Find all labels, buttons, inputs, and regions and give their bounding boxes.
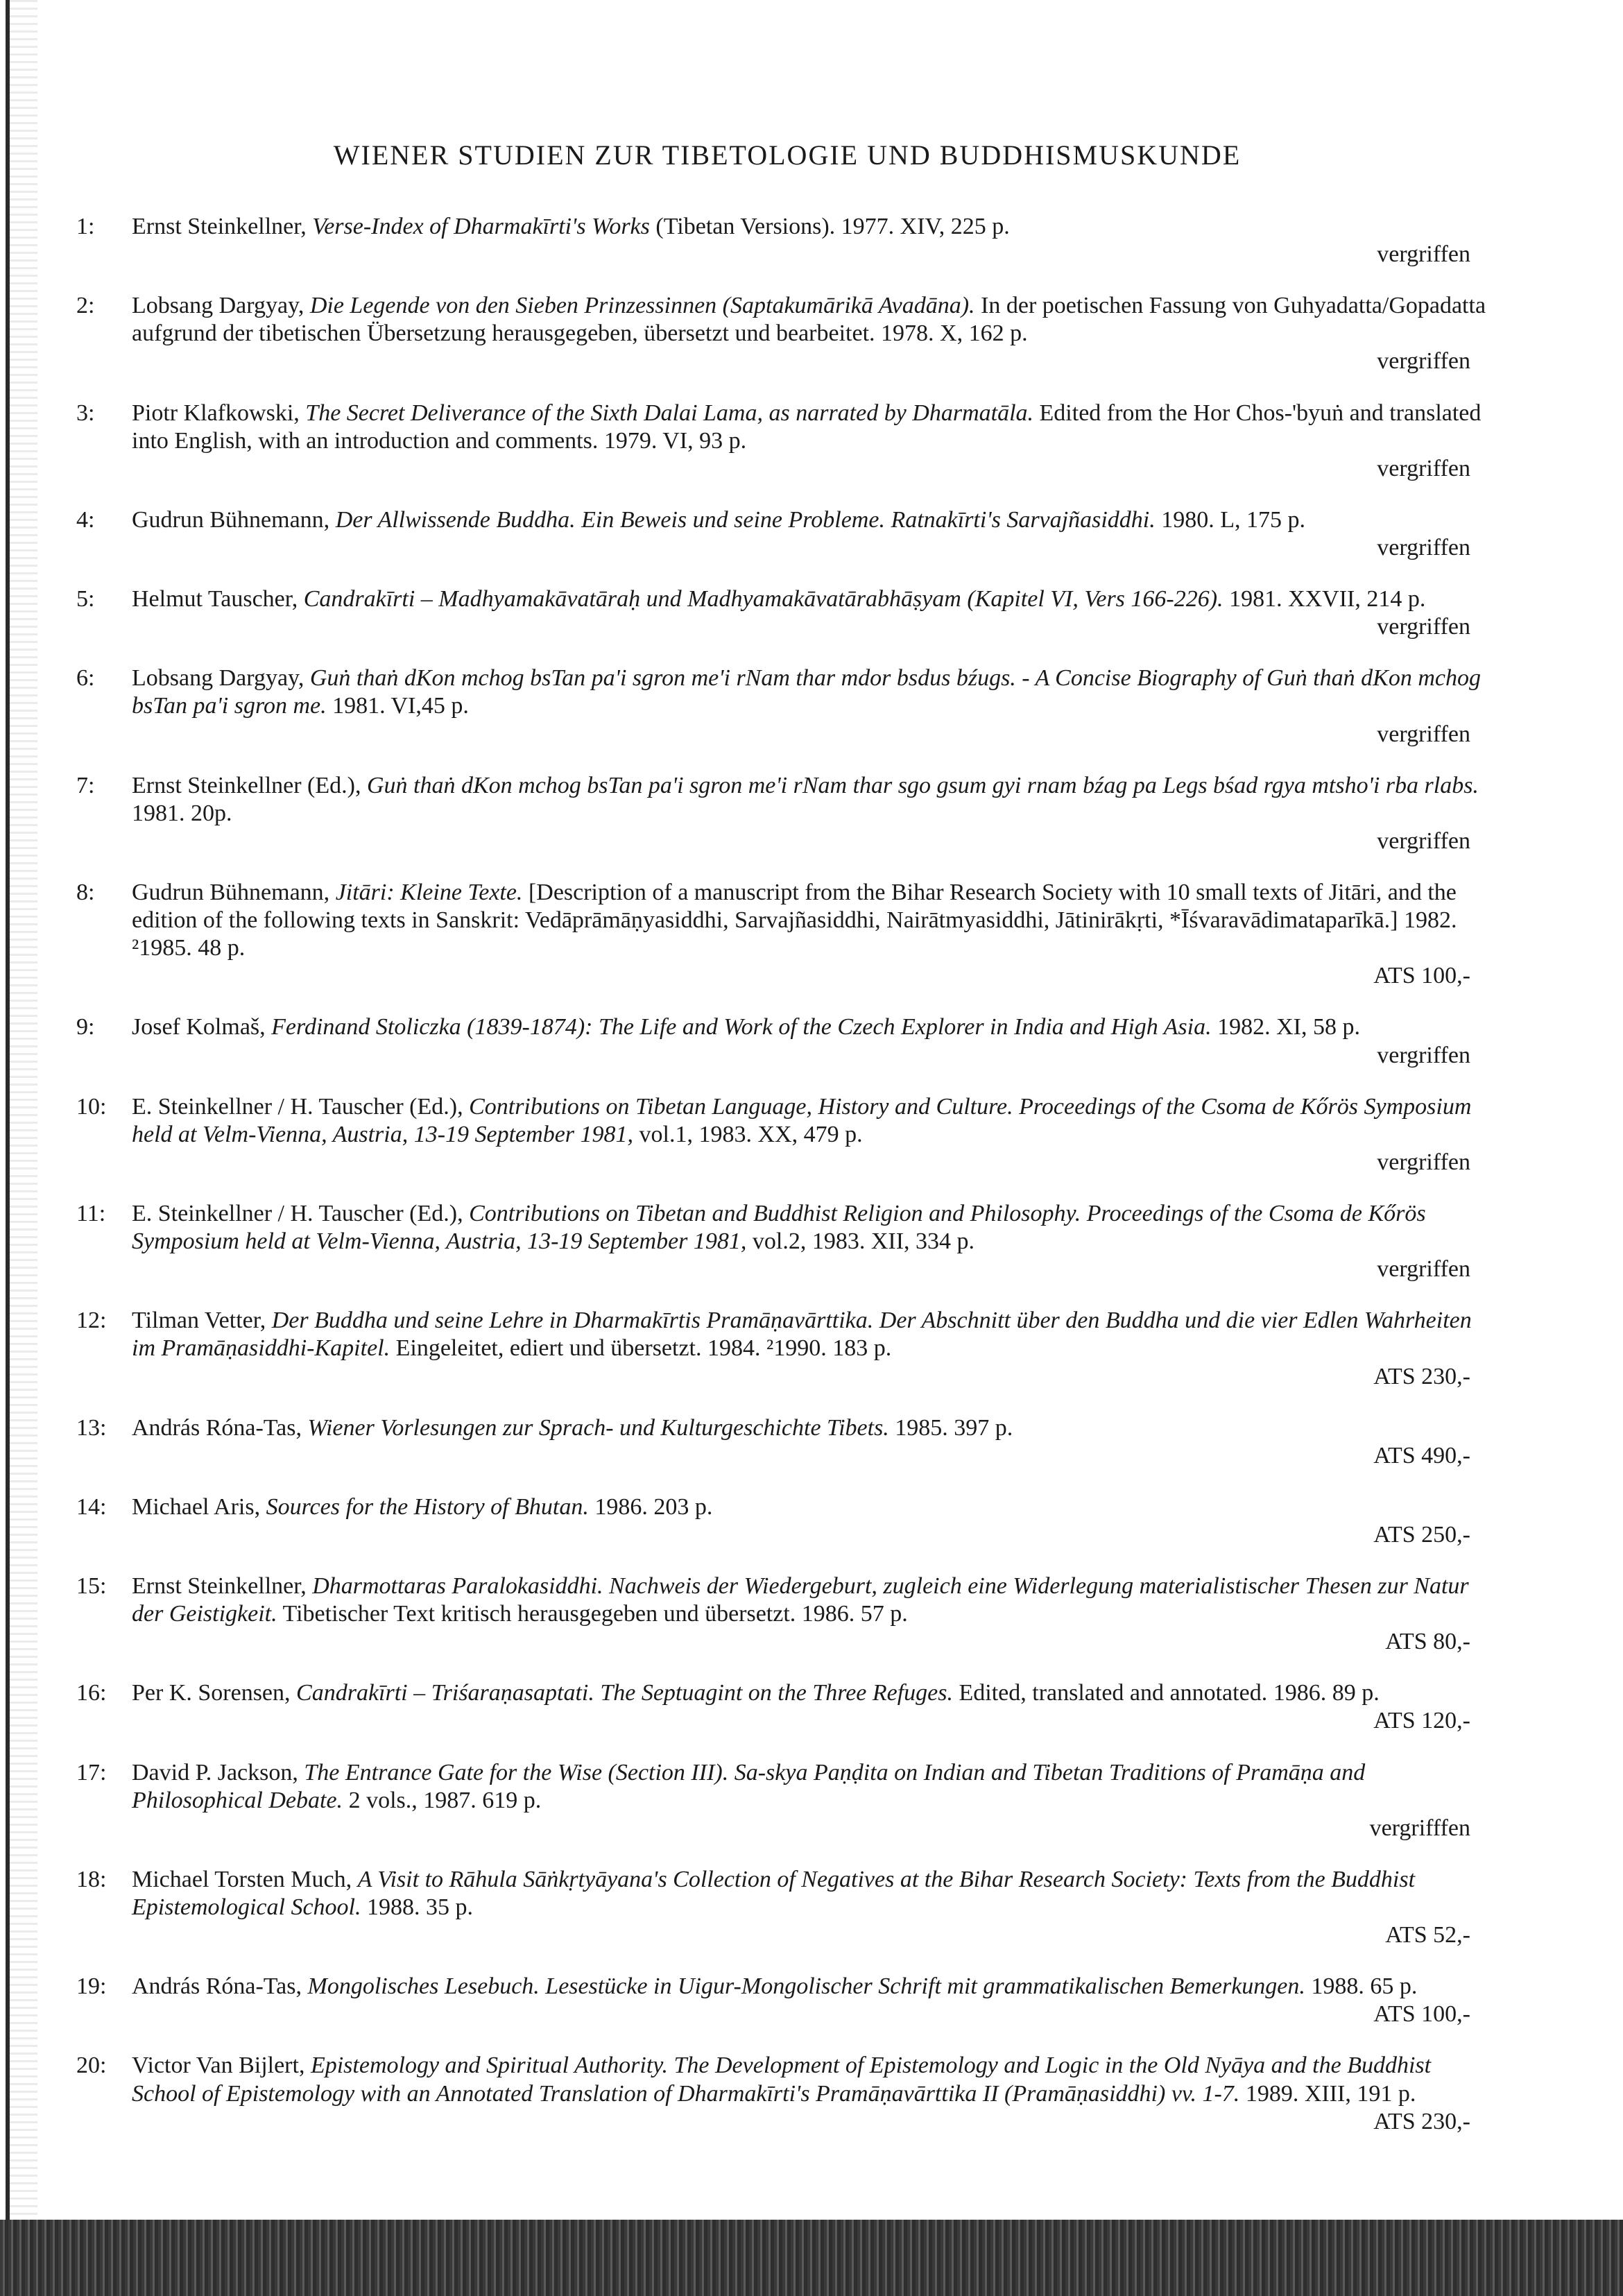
entry-title: Mongolisches Lesebuch. Lesestücke in Uigur-Mongolischer Schrift mit grammatikalischen Bemerkungen. [307, 1973, 1305, 2000]
entry-status: ATS 100,- [1373, 963, 1470, 989]
entry-number: 20: [76, 2053, 107, 2079]
entry-status: vergriffen [1377, 534, 1470, 560]
entry-details: Edited, translated and annotated. 1986. 89 p. [959, 1680, 1380, 1706]
list-item [76, 506, 1498, 562]
entry-author: Lobsang Dargyay, [132, 293, 304, 319]
entry-title: Wiener Vorlesungen zur Sprach- und Kulturgeschichte Tibets. [307, 1414, 889, 1441]
list-item [76, 1866, 1498, 1949]
entry-details: 1986. 203 p. [594, 1493, 713, 1520]
entry-title: Contributions on Tibetan Language, History and Culture. Proceedings of the Csoma de Kőrös Symposium held at Velm-Vienna, Austria, 13-19 September 1981, [132, 1093, 1472, 1147]
entry-status: vergriffen [1377, 1042, 1470, 1068]
entry-author: E. Steinkellner / H. Tauscher (Ed.), [132, 1093, 463, 1120]
list-item [76, 2052, 1498, 2135]
document-page [76, 139, 1498, 2159]
entry-number: 9: [76, 1014, 95, 1040]
entry-author: Per K. Sorensen, [132, 1680, 291, 1706]
list-item [76, 1013, 1498, 1069]
entry-title: Candrakīrti – Triśaraṇasaptati. The Septuagint on the Three Refuges. [296, 1680, 954, 1706]
list-item [76, 292, 1498, 375]
entry-number: 2: [76, 293, 95, 319]
entry-author: Michael Torsten Much, [132, 1866, 352, 1892]
entry-number: 1: [76, 214, 95, 239]
entry-title: The Entrance Gate for the Wise (Section III). Sa-skya Paṇḍita on Indian and Tibetan Traditions of Pramāṇa and Philosophical Debate. [132, 1759, 1366, 1813]
entry-author: Lobsang Dargyay, [132, 665, 304, 692]
entry-status: vergriffen [1377, 1149, 1470, 1175]
entry-number: 8: [76, 879, 95, 905]
entry-number: 6: [76, 665, 95, 692]
entry-details: vol.1, 1983. XX, 479 p. [639, 1121, 863, 1147]
list-item [76, 879, 1498, 990]
entry-title: Verse-Index of Dharmakīrti's Works [312, 214, 650, 239]
list-item [76, 1573, 1498, 1656]
list-item [76, 772, 1498, 855]
entry-title: Sources for the History of Bhutan. [266, 1493, 589, 1520]
entry-details: (Tibetan Versions). 1977. XIV, 225 p. [655, 214, 1010, 239]
entry-number: 19: [76, 1973, 107, 2000]
list-item [76, 400, 1498, 483]
entry-author: Michael Aris, [132, 1493, 261, 1520]
entry-status: ATS 230,- [1373, 2108, 1470, 2134]
entry-status: ATS 230,- [1373, 1363, 1470, 1389]
entry-status: vergriffen [1377, 721, 1470, 747]
entry-details: 1981. VI,45 p. [332, 693, 469, 719]
entry-status: ATS 100,- [1373, 2001, 1470, 2028]
entry-status: vergrifffen [1369, 1815, 1470, 1841]
entry-number: 4: [76, 506, 95, 533]
entry-details: In der poetischen Fassung von Guhyadatta/Gopadatta aufgrund der tibetischen Übersetzung herausgegeben, übersetzt und bearbeitet. 1978. X, 162 p. [132, 293, 1486, 347]
entry-author: David P. Jackson, [132, 1759, 298, 1785]
list-item [76, 1093, 1498, 1176]
entry-number: 5: [76, 586, 95, 612]
entry-number: 16: [76, 1680, 107, 1706]
list-item [76, 665, 1498, 748]
entry-author: Victor Van Bijlert, [132, 2053, 305, 2079]
entry-author: Ernst Steinkellner, [132, 1573, 307, 1600]
entry-status: ATS 250,- [1373, 1521, 1470, 1548]
entry-author: Helmut Tauscher, [132, 586, 298, 612]
entry-details: 1980. L, 175 p. [1161, 506, 1305, 533]
entry-number: 7: [76, 772, 95, 798]
entry-number: 15: [76, 1573, 107, 1600]
entry-title: The Secret Deliverance of the Sixth Dalai Lama, as narrated by Dharmatāla. [305, 400, 1034, 426]
entry-status: vergriffen [1377, 455, 1470, 481]
entry-author: Gudrun Bühnemann, [132, 506, 330, 533]
list-item [76, 1307, 1498, 1390]
entry-number: 18: [76, 1866, 107, 1892]
entry-details: 1982. XI, 58 p. [1217, 1014, 1360, 1040]
entry-title: Der Buddha und seine Lehre in Dharmakīrtis Pramāṇavārttika. Der Abschnitt über den Buddha und die vier Edlen Wahrheiten im Pramāṇasiddhi-Kapitel. [132, 1308, 1472, 1362]
entry-author: Tilman Vetter, [132, 1308, 266, 1334]
entry-status: vergriffen [1377, 348, 1470, 375]
entry-details: [Description of a manuscript from the Bihar Research Society with 10 small texts of Jitāri, and the edition of the following texts in Sanskrit: Vedāprāmāṇyasiddhi, Sarvajñasiddhi, Nairātmyasiddhi, Jātinirākṛti, *Īśvaravādimataparīkā.] 1982. ²1985. 48 p. [132, 879, 1457, 961]
entry-author: András Róna-Tas, [132, 1414, 302, 1441]
entry-details: 1989. XIII, 191 p. [1245, 2080, 1416, 2107]
list-item [76, 1414, 1498, 1470]
entry-details: 1988. 35 p. [367, 1894, 474, 1921]
entry-title: A Visit to Rāhula Sāṅkṛtyāyana's Collection of Negatives at the Bihar Research Society: Texts from the Buddhist Epistemological School. [132, 1866, 1416, 1921]
entry-details: Tibetischer Text kritisch herausgegeben und übersetzt. 1986. 57 p. [282, 1601, 908, 1627]
entry-details: 1985. 397 p. [895, 1414, 1013, 1441]
entry-title: Der Allwissende Buddha. Ein Beweis und seine Probleme. Ratnakīrti's Sarvajñasiddhi. [335, 506, 1156, 533]
entry-number: 14: [76, 1493, 107, 1520]
entry-number: 11: [76, 1200, 106, 1226]
entry-details: 1981. XXVII, 214 p. [1229, 586, 1426, 612]
list-item [76, 1759, 1498, 1842]
list-item [76, 1973, 1498, 2028]
list-item [76, 585, 1498, 641]
entry-details: vol.2, 1983. XII, 334 p. [752, 1228, 975, 1255]
entry-details: Edited from the Hor Chos-'byuṅ and translated into English, with an introduction and comments. 1979. VI, 93 p. [132, 400, 1482, 454]
entry-title: Guṅ thaṅ dKon mchog bsTan pa'i sgron me'i rNam thar sgo gsum gyi rnam bźag pa Legs bśad rgya mtsho'i rba rlabs. [366, 772, 1479, 798]
entry-number: 10: [76, 1093, 107, 1120]
entry-title: Jitāri: Kleine Texte. [335, 879, 523, 905]
entry-status: vergriffen [1377, 828, 1470, 854]
entry-number: 3: [76, 400, 95, 426]
entry-status: ATS 80,- [1385, 1629, 1470, 1655]
entry-title: Dharmottaras Paralokasiddhi. Nachweis der Wiedergeburt, zugleich eine Widerlegung materialistischer Thesen zur Natur der Geistigkeit. [132, 1573, 1469, 1627]
left-scan-noise [10, 0, 37, 2296]
entry-author: Josef Kolmaš, [132, 1014, 266, 1040]
list-item [76, 1200, 1498, 1283]
entry-number: 12: [76, 1308, 107, 1334]
entry-status: ATS 120,- [1373, 1708, 1470, 1734]
entry-title: Contributions on Tibetan and Buddhist Religion and Philosophy. Proceedings of the Csoma de Kőrös Symposium held at Velm-Vienna, Austria, 13-19 September 1981, [132, 1200, 1426, 1255]
entry-title: Guṅ thaṅ dKon mchog bsTan pa'i sgron me'i rNam thar mdor bsdus bźugs. - A Concise Biography of Guṅ thaṅ dKon mchog bsTan pa'i sgron me. [132, 665, 1482, 719]
entry-status: vergriffen [1377, 241, 1470, 268]
entry-status: ATS 52,- [1385, 1922, 1470, 1948]
entry-author: E. Steinkellner / H. Tauscher (Ed.), [132, 1200, 463, 1226]
entry-status: ATS 490,- [1373, 1442, 1470, 1468]
entry-author: Gudrun Bühnemann, [132, 879, 330, 905]
entry-number: 13: [76, 1414, 107, 1441]
entry-title: Die Legende von den Sieben Prinzessinnen (Saptakumārikā Avadāna). [309, 293, 975, 319]
list-item [76, 213, 1498, 268]
list-item [76, 1493, 1498, 1549]
list-item [76, 1679, 1498, 1735]
bottom-scan-band [0, 2220, 1623, 2296]
entry-title: Epistemology and Spiritual Authority. The Development of Epistemology and Logic in the Old Nyāya and the Buddhist School of Epistemology with an Annotated Translation of Dharmakīrti's Pramāṇavārttika II (Pramāṇasiddhi) vv. 1-7. [132, 2053, 1432, 2107]
series-title: WIENER STUDIEN ZUR TIBETOLOGIE UND BUDDHISMUSKUNDE [333, 139, 1242, 171]
entry-status: vergriffen [1377, 614, 1470, 640]
entry-title: Ferdinand Stoliczka (1839-1874): The Life and Work of the Czech Explorer in India and High Asia. [271, 1014, 1212, 1040]
entry-details: 2 vols., 1987. 619 p. [348, 1787, 542, 1813]
entry-author: András Róna-Tas, [132, 1973, 302, 2000]
entry-title: Candrakīrti – Madhyamakāvatāraḥ und Madhyamakāvatārabhāṣyam (Kapitel VI, Vers 166-226). [303, 586, 1223, 612]
entry-author: Ernst Steinkellner, [132, 214, 307, 239]
entry-number: 17: [76, 1759, 107, 1785]
entry-author: Piotr Klafkowski, [132, 400, 300, 426]
entry-list [76, 213, 1498, 2136]
entry-author: Ernst Steinkellner (Ed.), [132, 772, 361, 798]
entry-details: Eingeleitet, ediert und übersetzt. 1984. ²1990. 183 p. [395, 1335, 892, 1362]
entry-status: vergriffen [1377, 1256, 1470, 1283]
entry-details: 1981. 20p. [132, 800, 232, 826]
entry-details: 1988. 65 p. [1311, 1973, 1418, 2000]
